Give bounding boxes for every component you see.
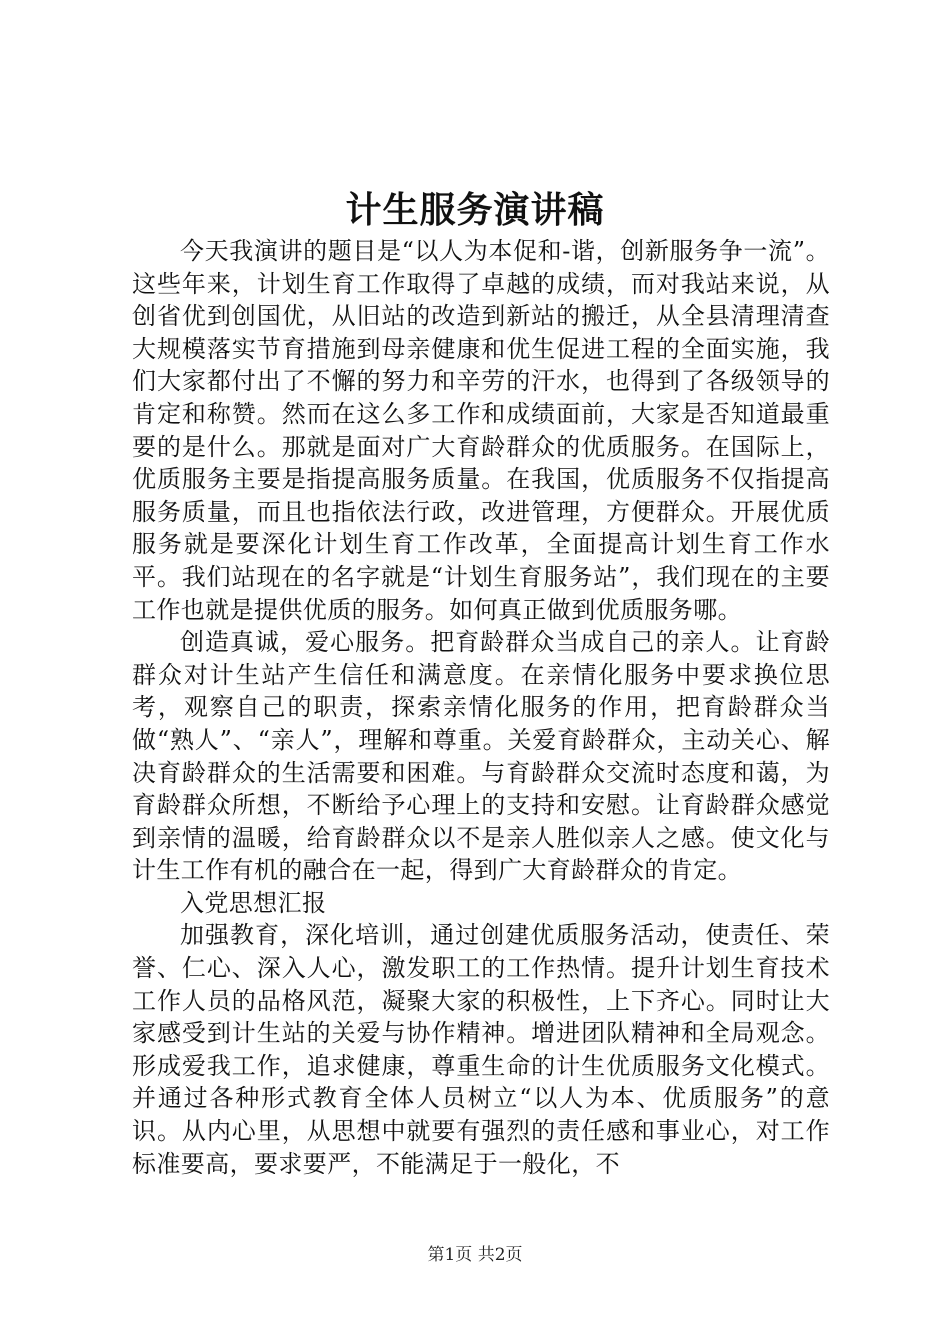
document-body: [132, 235, 830, 1180]
paragraph-caring-service: 创造真诚，爱心服务。把育龄群众当成自己的亲人。让育龄群众对计生站产生信任和满意度。在亲情化服务中要求换位思考，观察自己的职责，探索亲情化服务的作用，把育龄群众当做“熟人”、“亲人”，理解和尊重。关爱育龄群众，主动关心、解决育龄群众的生活需要和困难。与育龄群众交流时态度和蔼，为育龄群众所想，不断给予心理上的支持和安慰。让育龄群众感觉到亲情的温暖，给育龄群众以不是亲人胜似亲人之感。使文化与计生工作有机的融合在一起，得到广大育龄群众的肯定。: [132, 628, 830, 885]
paragraph-training: 加强教育，深化培训，通过创建优质服务活动，使责任、荣誉、仁心、深入人心，激发职工的工作热情。提升计划生育技术工作人员的品格风范，凝聚大家的积极性，上下齐心。同时让大家感受到计生站的关爱与协作精神。增进团队精神和全局观念。形成爱我工作，追求健康，尊重生命的计生优质服务文化模式。并通过各种形式教育全体人员树立“以人为本、优质服务”的意识。从内心里，从思想中就要有强烈的责任感和事业心，对工作标准要高，要求要严，不能满足于一般化，不: [132, 921, 830, 1178]
paragraph-heading-report: 入党思想汇报: [180, 888, 327, 917]
page-number-footer: 第1页 共2页: [427, 1245, 523, 1265]
paragraph-intro: 今天我演讲的题目是“以人为本促和-谐，创新服务争一流”。这些年来，计划生育工作取得了卓越的成绩，而对我站来说，从创省优到创国优，从旧站的改造到新站的搬迁，从全县清理清查大规模落实节育措施到母亲健康和优生促进工程的全面实施，我们大家都付出了不懈的努力和辛劳的汗水，也得到了各级领导的肯定和称赞。然而在这么多工作和成绩面前，大家是否知道最重要的是什么。那就是面对广大育龄群众的优质服务。在国际上，优质服务主要是指提高服务质量。在我国，优质服务不仅指提高服务质量，而且也指依法行政，改进管理，方便群众。开展优质服务就是要深化计划生育工作改革，全面提高计划生育工作水平。我们站现在的名字就是“计划生育服务站”，我们现在的主要工作也就是提供优质的服务。如何真正做到优质服务哪。: [132, 237, 830, 624]
document-title: 计生服务演讲稿: [345, 189, 605, 231]
